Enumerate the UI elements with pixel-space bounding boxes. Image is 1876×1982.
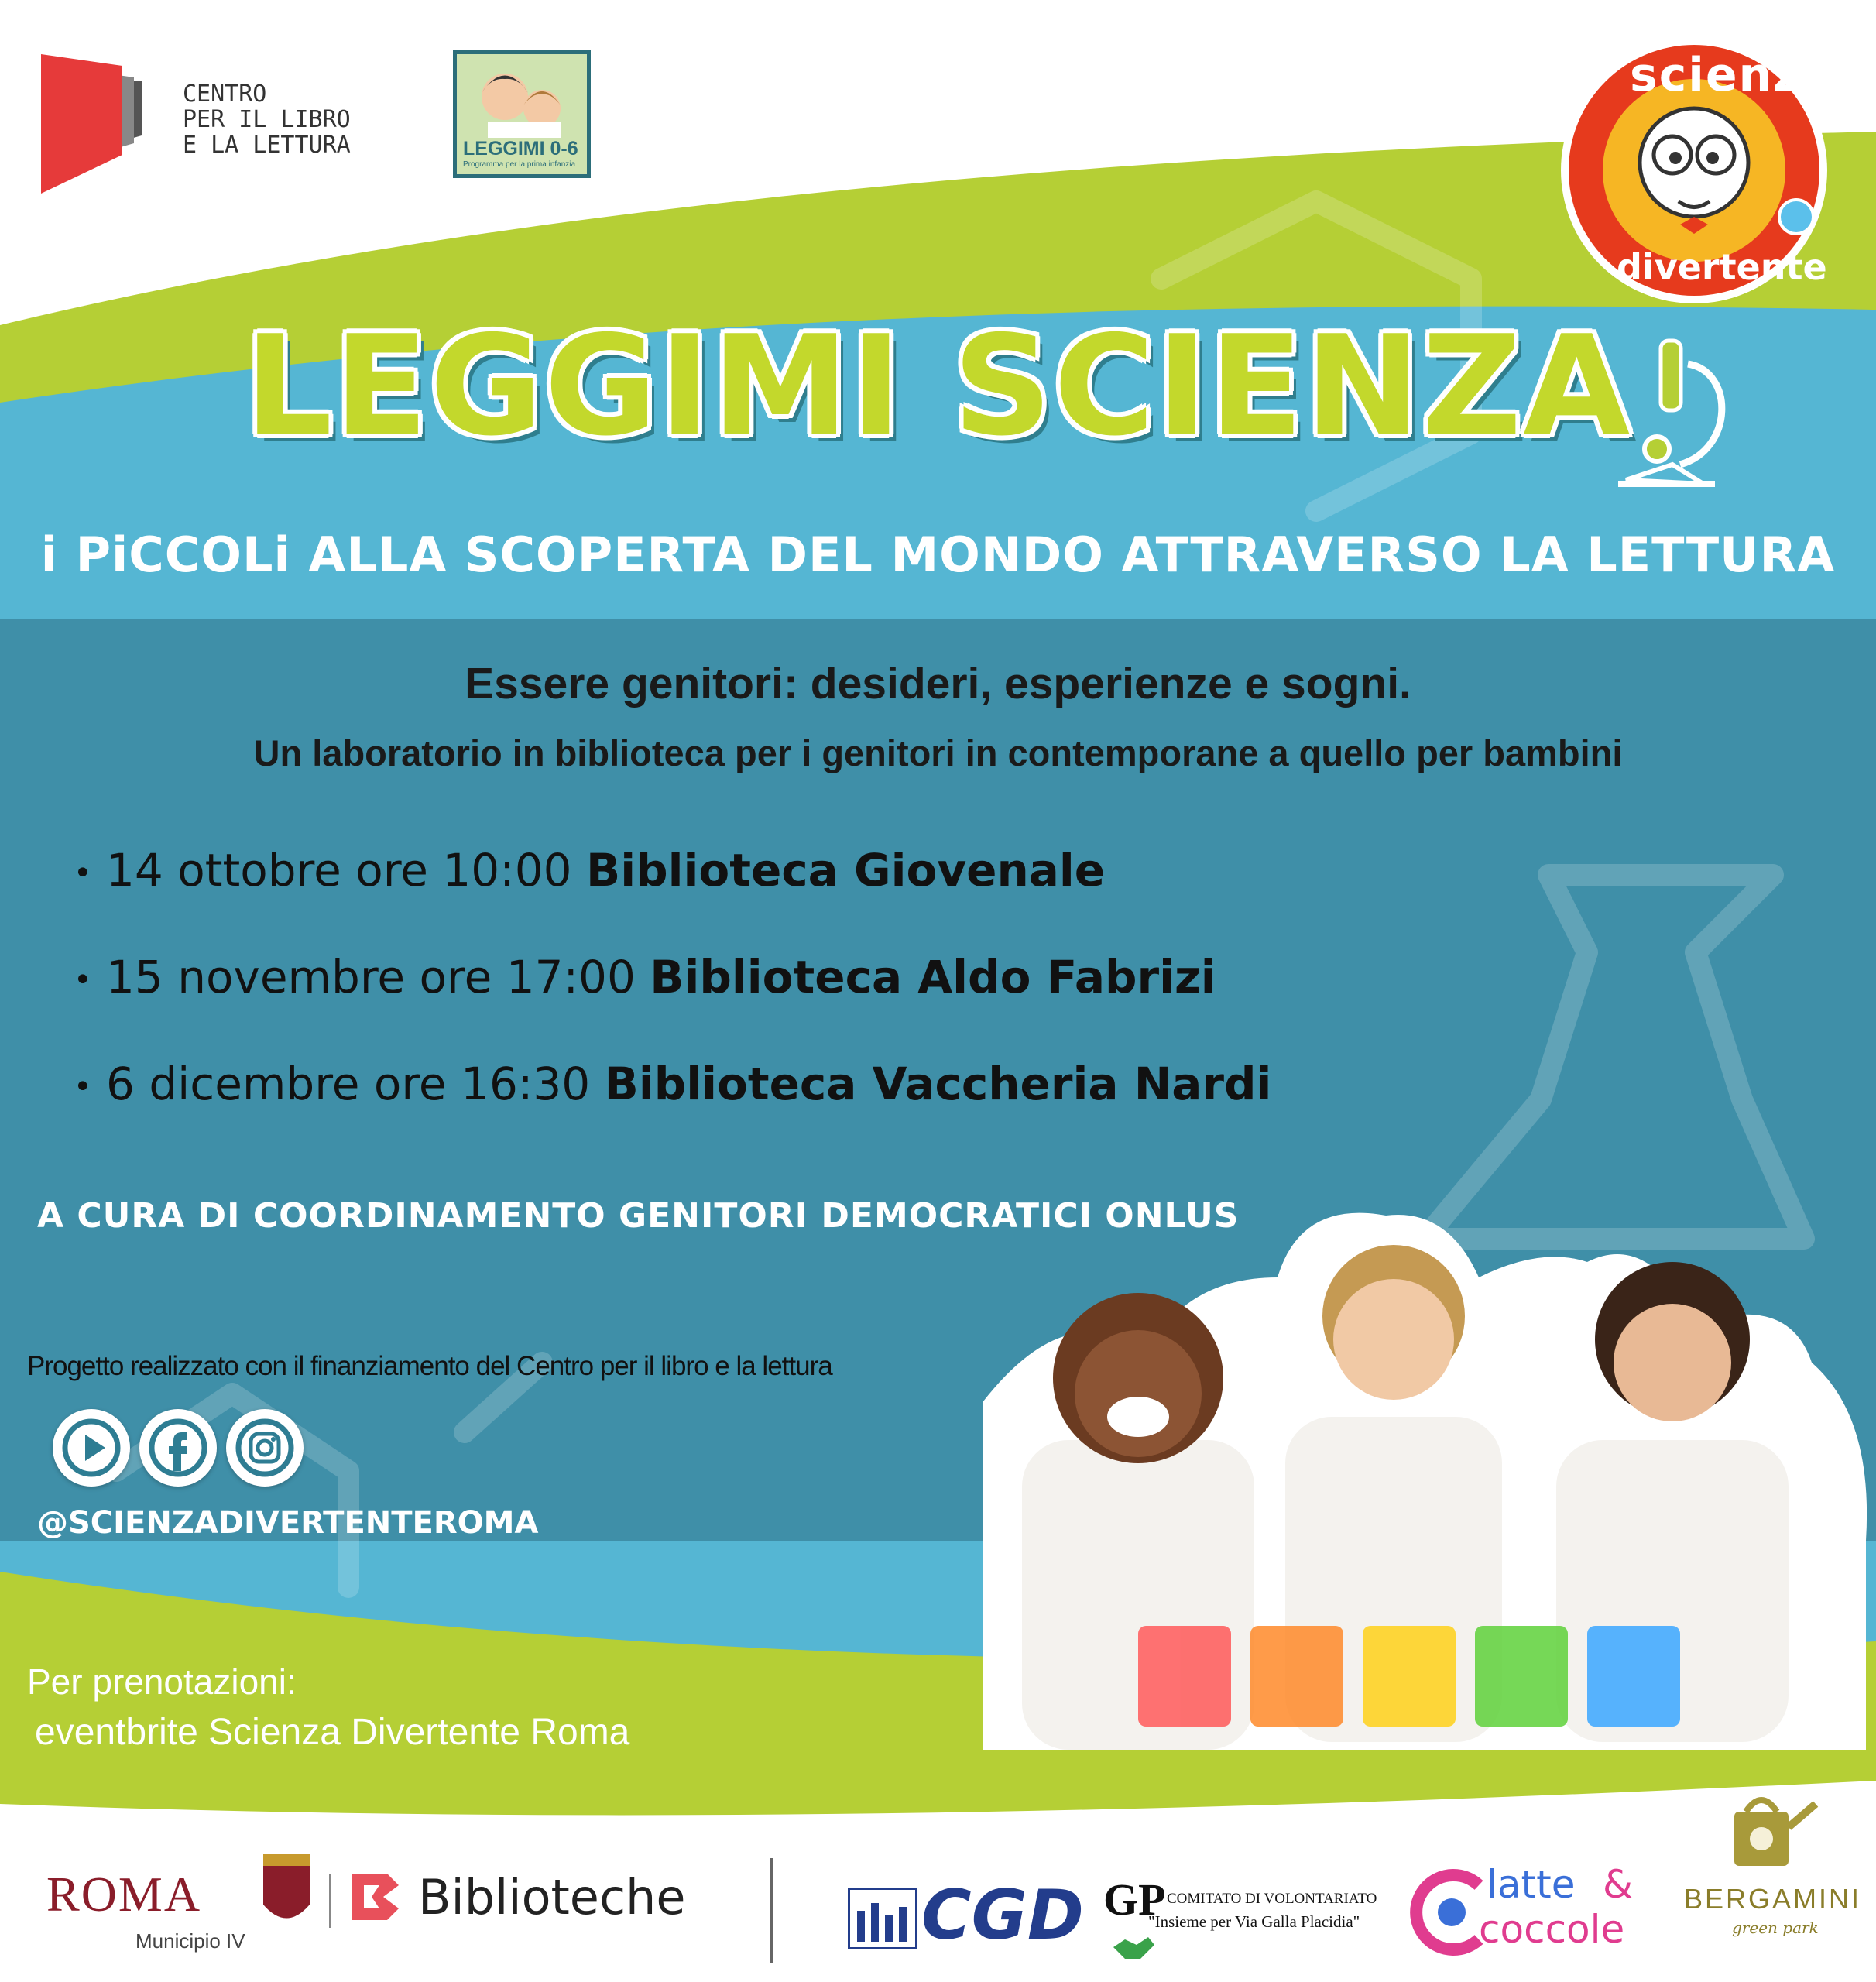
centro-libro-logo-mark	[37, 50, 177, 197]
scienza-logo-bottom: divertente	[1617, 246, 1827, 288]
roma-logo	[46, 1850, 348, 1959]
comitato-line1: COMITATO DI VOLONTARIATO	[1167, 1891, 1377, 1907]
instagram-icon[interactable]	[226, 1409, 304, 1486]
event-date-3-where: Biblioteca Vaccheria Nardi	[604, 1058, 1272, 1110]
social-handle[interactable]: @SCIENZADIVERTENTEROMA	[37, 1505, 539, 1541]
event-date-3-when: 6 dicembre ore 16:30	[106, 1058, 591, 1110]
roma-text: ROMA	[46, 1867, 202, 1922]
leggimi-logo	[453, 50, 591, 178]
comitato-line2: "Insieme per Via Galla Placidia"	[1148, 1912, 1360, 1931]
footer-divider-2	[770, 1858, 773, 1963]
event-date-1-where: Biblioteca Giovenale	[586, 844, 1106, 897]
amp-text: &	[1603, 1862, 1633, 1907]
event-date-1-when: 14 ottobre ore 10:00	[106, 844, 572, 897]
gp-text: GP	[1103, 1874, 1166, 1925]
event-date-2-where: Biblioteca Aldo Fabrizi	[650, 951, 1216, 1003]
curated-by: A CURA DI COORDINAMENTO GENITORI DEMOCRATICI ONLUS	[37, 1196, 1240, 1236]
bergamini-logo	[1684, 1788, 1862, 1967]
centro-logo-line3: E LA LETTURA	[183, 132, 351, 159]
page-subtitle: i PiCCOLi ALLA SCOPERTA DEL MONDO ATTRAVERSO LA LETTURA	[40, 526, 1836, 583]
cgd-logo	[848, 1875, 1096, 1955]
leggimi-logo-sub: Programma per la prima infanzia	[463, 160, 576, 169]
booking-label: Per prenotazioni:	[27, 1661, 297, 1702]
youtube-icon[interactable]	[53, 1409, 130, 1486]
latte-text: latte	[1487, 1862, 1576, 1907]
handshake-icon	[1109, 1928, 1156, 1967]
comitato-logo	[1103, 1874, 1398, 1967]
coccole-text: coccole	[1479, 1907, 1625, 1952]
biblioteche-icon	[345, 1866, 406, 1928]
centro-logo-line1: CENTRO	[183, 81, 267, 108]
bullet: •	[74, 1068, 92, 1105]
event-date-2-when: 15 novembre ore 17:00	[106, 951, 636, 1003]
scienza-divertente-logo	[1548, 31, 1843, 306]
scienza-logo-top: scienza	[1630, 48, 1835, 102]
roma-crest-icon	[256, 1850, 317, 1936]
page-title: LEGGIMI SCIENZA	[244, 306, 1632, 466]
children-reading-icon	[457, 54, 587, 139]
latte-coccole-logo	[1405, 1862, 1653, 1963]
watering-can-icon	[1715, 1788, 1823, 1874]
biblioteche-text: Biblioteche	[418, 1869, 686, 1925]
event-heading: Essere genitori: desideri, esperienze e sogni.	[465, 659, 1411, 708]
children-photo	[952, 1185, 1874, 1781]
event-description: Un laboratorio in biblioteca per i genitori in contemporane a quello per bambini	[253, 732, 1623, 773]
centro-libro-logo	[37, 50, 401, 197]
event-date-1	[74, 844, 1105, 897]
event-date-3	[74, 1058, 1271, 1110]
cgd-text: CGD	[921, 1875, 1084, 1955]
green-park-text: green park	[1732, 1919, 1819, 1937]
bullet: •	[74, 962, 92, 998]
cgd-icon	[848, 1888, 917, 1949]
booking-link[interactable]: eventbrite Scienza Divertente Roma	[35, 1712, 630, 1753]
municipio-text: Municipio IV	[135, 1929, 245, 1953]
funding-note: Progetto realizzato con il finanziamento del Centro per il libro e la lettura	[27, 1351, 832, 1381]
leggimi-logo-title: LEGGIMI 0-6	[463, 138, 578, 159]
event-date-2	[74, 951, 1216, 1003]
bullet: •	[74, 855, 92, 891]
facebook-icon[interactable]	[139, 1409, 217, 1486]
biblioteche-logo	[345, 1858, 716, 1936]
footer-divider	[329, 1874, 331, 1928]
bergamini-text: BERGAMINI	[1684, 1883, 1862, 1915]
centro-logo-line2: PER IL LIBRO	[183, 106, 351, 133]
